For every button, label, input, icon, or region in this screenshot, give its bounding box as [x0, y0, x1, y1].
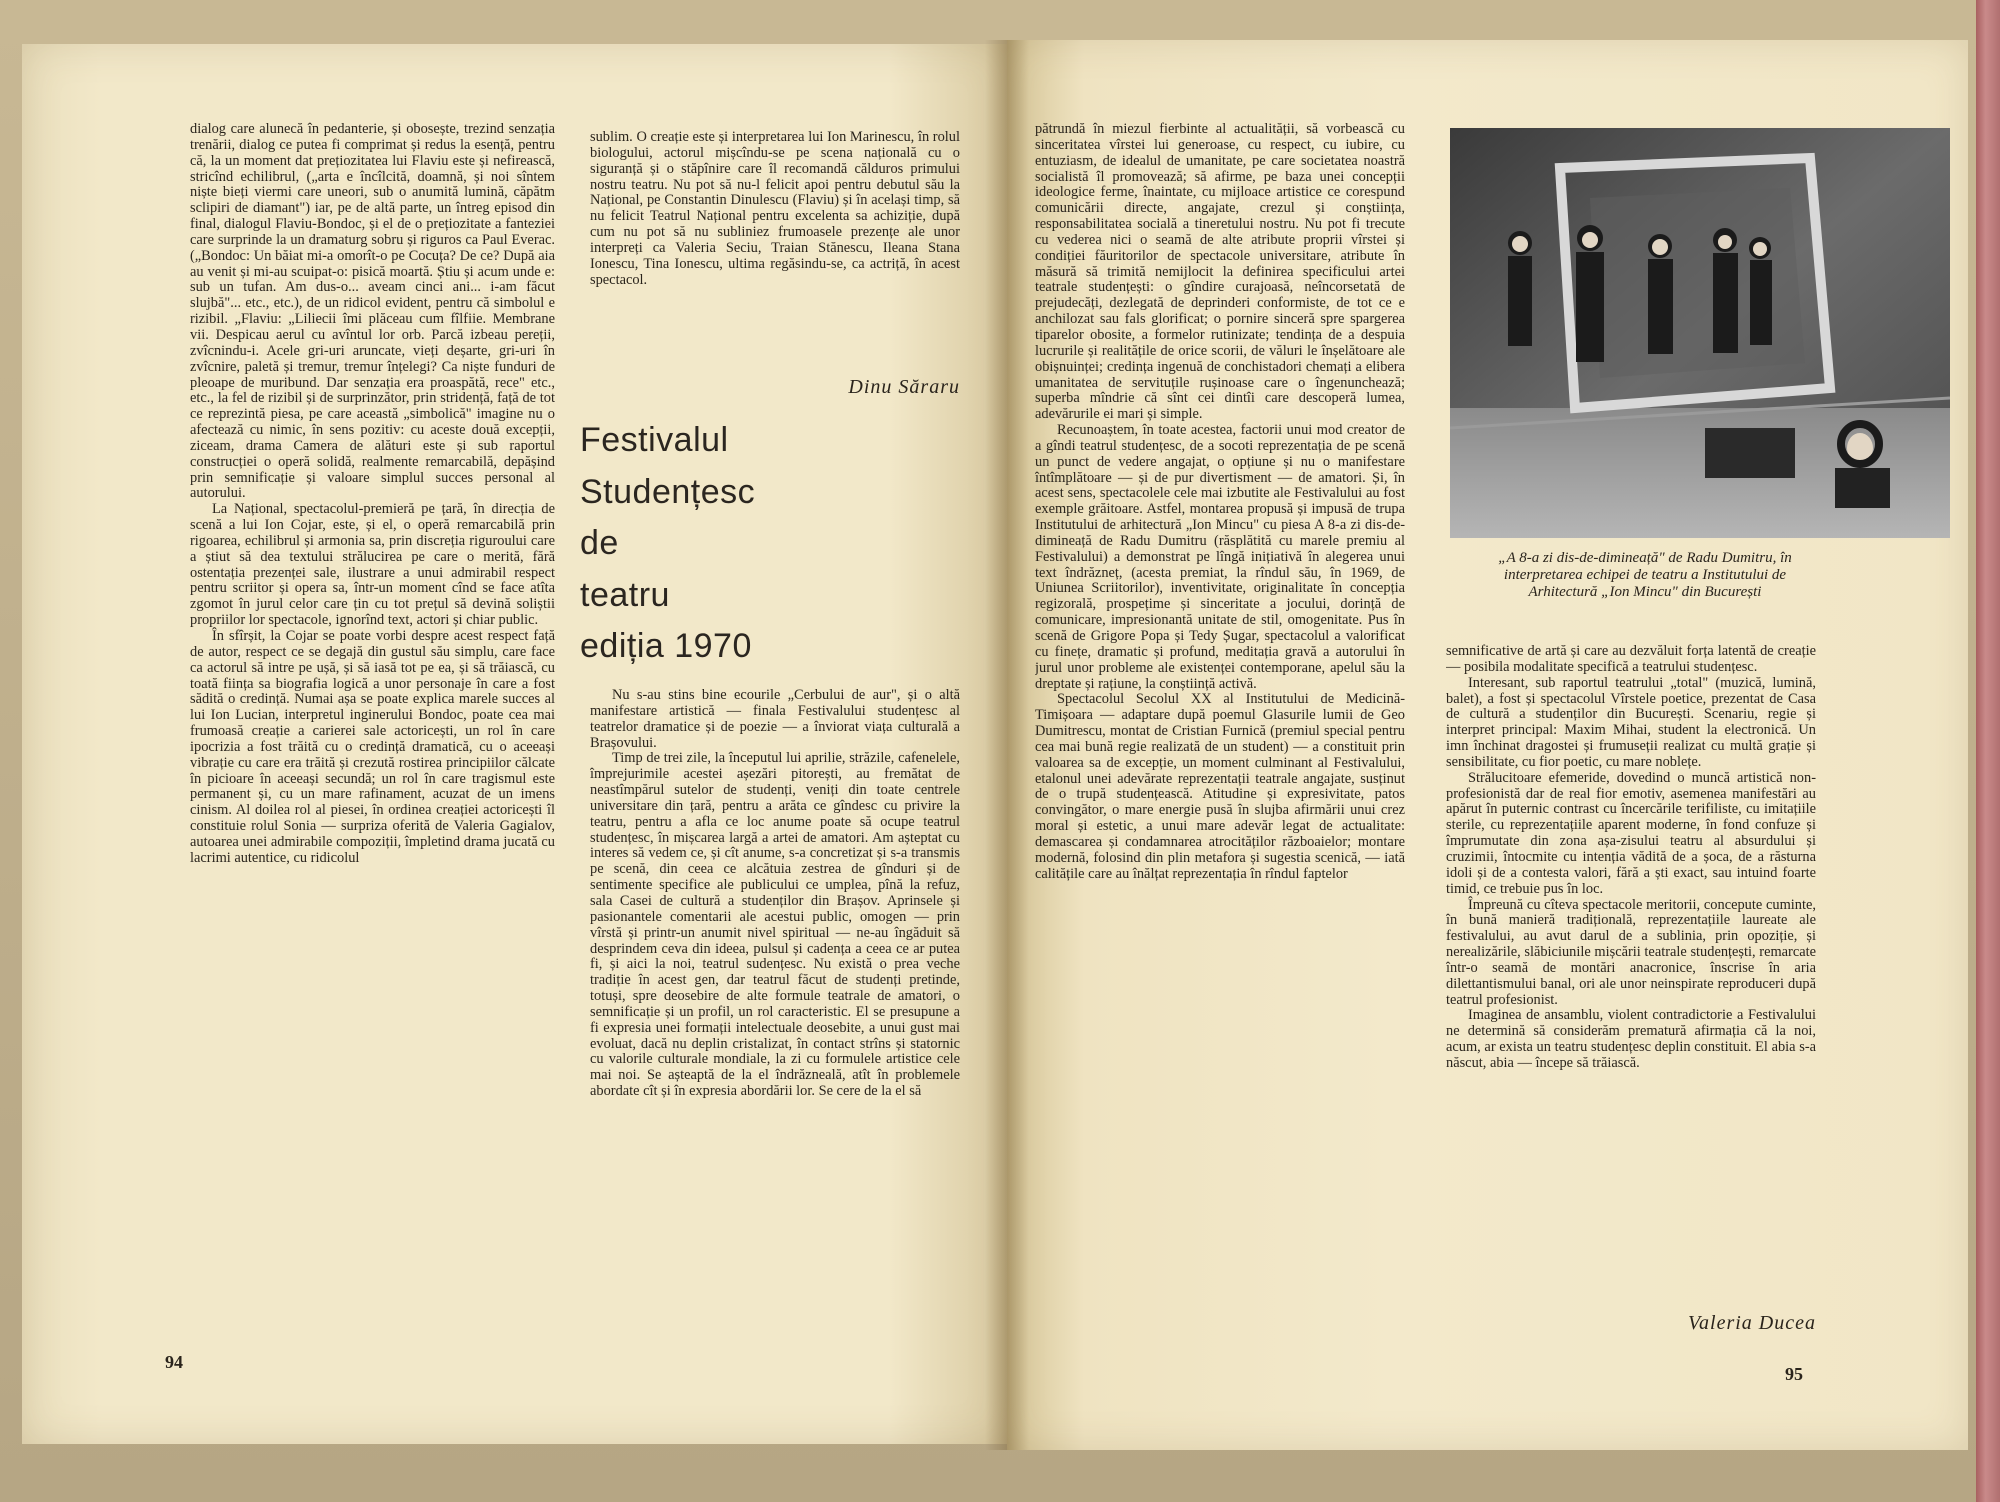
headline-line: de — [580, 524, 619, 562]
paragraph: semnificative de artă și care au dezvăluit forța latentă de creație — posibila modalitate specifică a teatrului studențesc. — [1446, 644, 1816, 675]
headline-line: ediția 1970 — [580, 627, 752, 665]
photo-caption: „A 8-a zi dis-de-dimineață" de Radu Dumitru, în interpretarea echipei de teatru a Institutului de Arhitectură „Ion Mincu" din București — [1498, 550, 1792, 600]
article-headline — [580, 415, 810, 673]
book-gutter — [985, 40, 1029, 1450]
cover-edge — [1976, 0, 2000, 1502]
page-number-right: 95 — [1785, 1364, 1803, 1384]
theatre-photo-image — [1450, 128, 1950, 538]
paragraph: Strălucitoare efemeride, dovedind o muncă artistică non-profesionistă dar de real fior emotiv, asemenea manifestări au apărut în puternic contrast cu încercările terifiliste, cu imitațiile sterile, cu reprezentațiile aparent moderne, în fond confuze și împrumutate din zona așa-zisului teatru al absurdului și cruzimii, întocmite cu intenția vădită de a șoca, de a răsturna idoli și de a contesta valori, fără a ști exact, sau intuind foarte timid, ce trebuie pus în loc. — [1446, 769, 1816, 897]
paragraph: pătrundă în miezul fierbinte al actualității, să vorbească cu sinceritatea vîrstei lui generoase, cu respect, cu iubire, cu entuziasm, de idealul de umanitate, pe care societatea noastră socialistă îl promovează; să afirme, pe baza unei concepții ideologice ferme, înaintate, cu mijloace artistice ce corespund comunicării directe, angajate, crezul și conștiința, responsabilitatea socială a tineretului nostru. Nu pot fi trecute cu vederea nici o seamă de alte atribute proprii vîrstei și condiției făuritorilor de spectacole universitare, atribute în măsură să trimită nemijlocit la definirea specificului artei teatrale studențești: o gîndire curajoasă, neîncorsetată de prejudecăți, dezlegată de deprinderi conformiste, de tot ce e anchilozat sau fals glorificat; o pornire sinceră spre spargerea tiparelor obosite, a formelor rutinizate; tendința de a despuia lucrurile și realitățile de orice scorii, de văluri le înșelătoare ale obișnuinței; credința ingenuă de conchistadori chemați a elibera umanitatea de servituțile rușinoase care o îngenunchează; superba mîndrie că sînt cei dintîi care descoperă lumea, adevărurile ei mari și simple. — [1035, 122, 1405, 423]
paragraph: Interesant, sub raportul teatrului „total" (muzică, lumină, balet), a fost și spectacolul Vîrstele poetice, prezentat de Casa de cultură a studenților din București. Scenariu, regie și interpret principal: Maxim Mihai, student la electronică. Un imn închinat dragostei și frumuseții realizat cu multă grație și sensibilitate, cu fior poetic, cu mare noblețe. — [1446, 674, 1816, 770]
paragraph: Împreună cu cîteva spectacole meritorii, concepute cuminte, în bună manieră tradițională, reprezentațiile laureate ale festivalului, au avut darul de a sublinia, prin opoziție, și nerealizările, slăbiciunile mișcării teatrale studențești, remarcate într-o seamă de montări anacronice, înscrise în aria dilettantismului banal, ori ale unor neinspirate reproduceri după teatrul profesionist. — [1446, 896, 1816, 1008]
page-number-left: 94 — [165, 1352, 183, 1372]
author-signature: Dinu Săraru — [848, 376, 960, 398]
theatre-photo — [1450, 128, 1950, 538]
author-signature: Valeria Ducea — [1688, 1312, 1816, 1334]
festival-article-column-1 — [590, 688, 960, 1338]
festival-article-column-3 — [1446, 644, 1816, 1304]
paragraph: La Național, spectacolul-premieră pe țară, în direcția de scenă a lui Ion Cojar, este, și el, o operă remarcabilă prin rigoarea, echilibrul și armonia sa, prin discreția riguroului care a știut să dea textului strălucirea pe care o merită, fără ostentația prezenței sale, ilustrare a unui admirabil respect pentru scriitor și opera sa, într-un moment cînd se face atîta zgomot în jurul celor care țin cu tot prețul să devină soliștii propriilor lor spectacole, ignorînd text, actori și chiar public. — [190, 501, 555, 629]
paragraph: Recunoaștem, în toate acestea, factorii unui mod creator de a gîndi teatrul studențesc, de a socoti reprezentația de pe scenă un punct de vedere angajat, o opțiune și nu o manifestare întîmplătoare — și de pur divertisment — de amatori. Și, în acest sens, spectacolele cele mai izbutite ale Festivalului au fost exemple grăitoare. Astfel, montarea propusă și impusă de trupa Institutului de arhitectură „Ion Mincu" cu piesa A 8-a zi dis-de-dimineață de Radu Dumitru (răsplătită cu marele premiu al Festivalului) a demonstrat pe lîngă inițiativă în alegerea unui text îndrăzneț, (acesta premiat, la rîndul său, în 1969, de Uniunea Scriitorilor), inventivitate, originalitate în concepția regizorală, prospețime și sinceritate a jocului, dorință de comunicare, impresionantă unitate de stil, omogenitate. Pus în scenă de Grigore Popa și Tedy Șugar, spectacolul a valorificat cu finețe, dramatic și profund, meditația gravă a autorului în jurul unor probleme ale existenței contemporane, apelul său la dreptate și rațiune, la conștiință activă. — [1035, 422, 1405, 692]
article-column-2 — [590, 130, 960, 360]
paragraph: dialog care alunecă în pedanterie, și obosește, trezind senzația trenării, dialog ce putea fi comprimat și redus la esență, pentru că, la un moment dat prețiozitatea lui Flaviu este și nefirească, stricînd echilibrul, („arta e încîlcită, doamnă, și noi sîntem niște bieți viermi care uneori, sub o anumită lumină, căpătm sclipiri de diamant") iar, pe de altă parte, un întreg episod din final, dialogul Flaviu-Bondoc, și el de o prețiozitate a fanteziei care surprinde la un dramaturg sobru și riguros ca Paul Everac. („Bondoc: Un băiat mi-a omorît-o pe Cocuța? De ce? După aia au venit și mi-au scuipat-o: pisică moartă. Știu și acum unde e: sub un tufan. Am dus-o... aveam cinci ani... i-am făcut slujbă"... etc., etc.), de un ridicol evident, pentru că simbolul e rizibil. „Flaviu: „Liliecii îmi plăceau cum fîlfiie. Membrane vii. Despicau aerul cu avîntul lor orb. Parcă izbeau pereții, zvîcnindu-i. Acele gri-uri aruncate, vieți deșarte, gri-uri în zvîcnire, paletă și tremur, tremur înțelegi? Ca niște funduri de pleoape de muribund. Dar senzația era proaspătă, rece" etc., etc., la fel de rizibil și de surprinzător, prin stridență, față de tot ce reprezintă piesa, pe care această „simbolică" imagine nu o afectează cu nimic, în sens pozitiv: cu aceste două excepții, ziceam, drama Camera de alături este și sub raportul construcției o operă solidă, realmente remarcabilă, depășind prin semnificație și valoare simplul succes personal al autorului. — [190, 122, 555, 502]
paragraph: Spectacolul Secolul XX al Institutului de Medicină-Timișoara — adaptare după poemul Glasurile lumii de Geo Dumitrescu, montat de Cristian Furnică (premiul special pentru cea mai bună regie realizată de un student) — a constituit prin valoarea sa de excepție, un moment culminant al Festivalului, etalonul unei adevărate reprezentații teatrale angajate, susținut de o trupă studențească. Atitudine și expresivitate, patos convingător, o mare energie pusă în slujba afirmării unui crez moral și estetic, a unui mare adevăr legat de actualitate: demascarea și condamnarea atrocităților războaielor; montare modernă, folosind din plin metafora și sugestia scenică, — iată calitățile care au înălțat reprezentația în rîndul faptelor — [1035, 691, 1405, 882]
festival-article-column-2 — [1035, 122, 1405, 1337]
paragraph: Imaginea de ansamblu, violent contradictorie a Festivalului ne determină să considerăm prematură afirmația că la noi, acum, ar exista un teatru studențesc deplin constituit. El abia s-a născut, abia — începe să trăiască. — [1446, 1007, 1816, 1071]
headline-line: Festivalul — [580, 421, 729, 459]
paragraph: În sfîrșit, la Cojar se poate vorbi despre acest respect față de autor, respect ce se degajă din gustul său simplu, care face ca actorul să intre pe ușă, și să iasă tot pe ea, și să trăiască, cu toată ființa sa biografia logică a unor personaje în care a fost sădită o credință. Numai așa se poate explica marele succes al lui Ion Lucian, interpretul inginerului Bondoc, poate cea mai frumoasă creație a carierei sale actoricești, un rol în care ipocrizia a fost trăită cu o credință dramatică, cu o aceeași vibrație cu care era trăită și crezută rostirea principiilor călcate în picioare în aceeași secundă; un rol în care tragismul este permanent și, cu un mare rafinament, acuzat de un imens cinism. Al doilea rol al piesei, în ordinea creației actoricești îl constituie rolul Sonia — surpriza oferită de Valeria Gagialov, autoarea unei admirabile compoziții, împletind drama jucată cu lacrimi autentice, cu ridicolul — [190, 628, 555, 866]
paragraph: sublim. O creație este și interpretarea lui Ion Marinescu, în rolul biologului, actorul mișcîndu-se pe scena națională cu o siguranță și o stăpînire care îl recomandă călduros primului nostru teatru. Nu pot să nu-l felicit apoi pentru debutul său la Național, pe Constantin Dinulescu (Flaviu) și în același timp, să nu felicit Teatrul Național pentru excelenta sa achiziție, după cum nu pot să nu subliniez frumoasele prezențe ale unor interpreți ca Valeria Seciu, Traian Stănescu, Ileana Stana Ionescu, Tina Ionescu, ultima regăsindu-se, ca actriță, în acest spectacol. — [590, 130, 960, 288]
headline-line: Studențesc — [580, 472, 756, 511]
paragraph: Nu s-au stins bine ecourile „Cerbului de aur", și o altă manifestare artistică — finala Festivalului studențesc al teatrelor dramatice și de poezie — a înviorat viața culturală a Brașovului. — [590, 688, 960, 751]
article-column-1 — [190, 122, 555, 1332]
headline-line: teatru — [580, 575, 670, 614]
paragraph: Timp de trei zile, la începutul lui aprilie, străzile, cafenelele, împrejurimile acestei așezări pitorești, au fremătat de neastîmpărul sutelor de studenți, veniți din toate centrele universitare din țară, pentru a arăta ce gîndesc cu privire la teatru, pentru a afla ce loc anume poate să ocupe teatrul studențesc, în mișcarea largă a artei de amatori. Am așteptat cu interes să vedem ce, și cît anume, s-a concretizat și s-a transmis pe scenă, din ceea ce alcătuia zestrea de gînduri și de sentimente specifice ale publicului ce umplea, pînă la refuz, sala Casei de cultură a studenților din Brașov. Aprinsele și pasionantele comentarii ale acestui public, omogen — prin vîrstă și printr-un anumit nivel spiritual — ne-au îngăduit să desprindem ceva din ideea, pulsul și cadența a ceea ce ar putea fi, și aici la noi, teatrul sudențesc. Nu există o prea veche tradiție în acest gen, dar teatrul făcut de studenți pretinde, totuși, spre deosebire de alte formule teatrale de amatori, o semnificație și un profil, un rol caracteristic. El se presupune a fi expresia unei formații intelectuale deosebite, a unui gust mai evoluat, dacă nu deplin cristalizat, în contact strîns și statornic cu valorile culturale mondiale, la zi cu formulele artistice cele mai noi. Se așteaptă de la el îndrăzneală, atît în problemele abordate cît și în expresia abordării lor. Se cere de la el să — [590, 750, 960, 1100]
